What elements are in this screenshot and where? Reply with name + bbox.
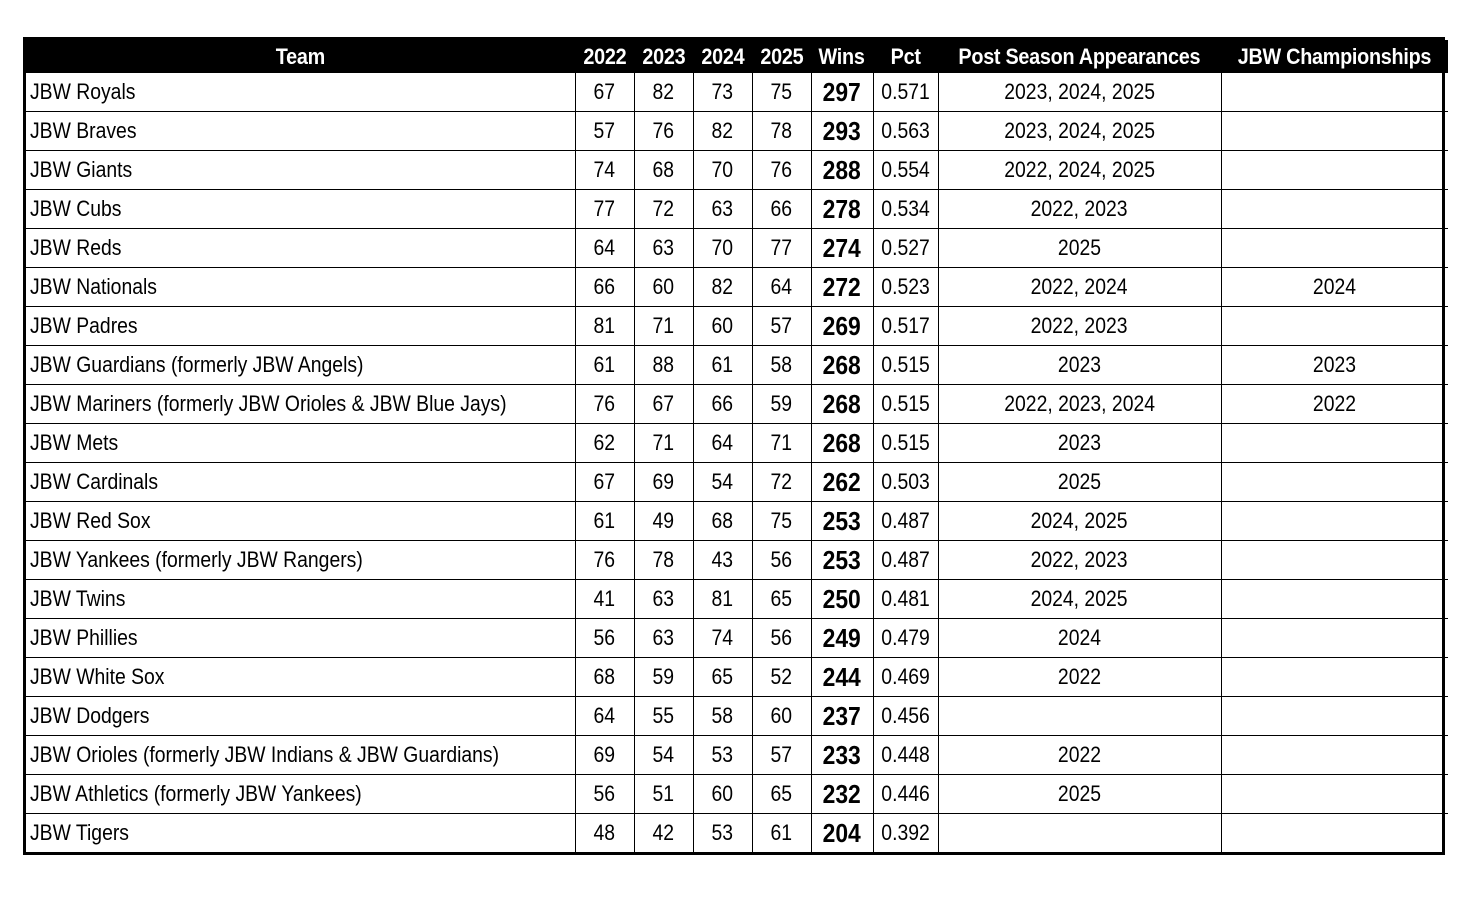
table-row: [26, 580, 1448, 619]
post-season-cell: 2024, 2025: [938, 502, 1221, 541]
wins-cell: 278: [811, 190, 873, 229]
post-season-cell: 2024: [938, 619, 1221, 658]
post-season-cell: 2022, 2023: [938, 190, 1221, 229]
season-2024-cell: 70: [693, 151, 752, 190]
season-2025-cell: 78: [752, 112, 811, 151]
championships-cell: [1221, 307, 1448, 346]
pct-cell: 0.517: [873, 307, 938, 346]
season-2024-cell: 65: [693, 658, 752, 697]
season-2022-cell: 62: [575, 424, 634, 463]
pct-cell: 0.487: [873, 541, 938, 580]
season-2024-cell: 53: [693, 736, 752, 775]
team-cell: JBW Cardinals: [26, 463, 575, 502]
pct-cell: 0.487: [873, 502, 938, 541]
season-2022-cell: 66: [575, 268, 634, 307]
post-season-cell: 2023: [938, 424, 1221, 463]
team-cell: JBW Padres: [26, 307, 575, 346]
pct-cell: 0.554: [873, 151, 938, 190]
season-2023-cell: 88: [634, 346, 693, 385]
table-row: [26, 502, 1448, 541]
wins-cell: 253: [811, 502, 873, 541]
season-2024-cell: 81: [693, 580, 752, 619]
season-2023-cell: 71: [634, 307, 693, 346]
table-row: [26, 619, 1448, 658]
season-2025-cell: 56: [752, 541, 811, 580]
season-2025-cell: 76: [752, 151, 811, 190]
season-2025-cell: 57: [752, 307, 811, 346]
pct-cell: 0.479: [873, 619, 938, 658]
header-pct: Pct: [873, 40, 938, 73]
season-2022-cell: 56: [575, 775, 634, 814]
team-cell: JBW Nationals: [26, 268, 575, 307]
team-cell: JBW White Sox: [26, 658, 575, 697]
season-2022-cell: 48: [575, 814, 634, 853]
season-2022-cell: 61: [575, 502, 634, 541]
season-2022-cell: 41: [575, 580, 634, 619]
post-season-cell: 2025: [938, 463, 1221, 502]
post-season-cell: 2023: [938, 346, 1221, 385]
team-cell: JBW Orioles (formerly JBW Indians & JBW Guardians): [26, 736, 575, 775]
season-2023-cell: 55: [634, 697, 693, 736]
season-2024-cell: 68: [693, 502, 752, 541]
season-2022-cell: 61: [575, 346, 634, 385]
season-2023-cell: 68: [634, 151, 693, 190]
championships-cell: [1221, 775, 1448, 814]
wins-cell: 288: [811, 151, 873, 190]
pct-cell: 0.392: [873, 814, 938, 853]
team-cell: JBW Royals: [26, 73, 575, 112]
season-2022-cell: 77: [575, 190, 634, 229]
team-cell: JBW Tigers: [26, 814, 575, 853]
season-2023-cell: 51: [634, 775, 693, 814]
season-2024-cell: 61: [693, 346, 752, 385]
season-2023-cell: 71: [634, 424, 693, 463]
table-row: [26, 775, 1448, 814]
header-2023: 2023: [634, 40, 693, 73]
season-2022-cell: 76: [575, 541, 634, 580]
post-season-cell: 2022, 2023: [938, 307, 1221, 346]
season-2025-cell: 75: [752, 73, 811, 112]
season-2022-cell: 64: [575, 697, 634, 736]
season-2022-cell: 67: [575, 73, 634, 112]
season-2025-cell: 77: [752, 229, 811, 268]
season-2023-cell: 63: [634, 619, 693, 658]
post-season-cell: [938, 697, 1221, 736]
post-season-cell: 2025: [938, 775, 1221, 814]
table-row: [26, 190, 1448, 229]
season-2025-cell: 61: [752, 814, 811, 853]
season-2023-cell: 69: [634, 463, 693, 502]
season-2024-cell: 58: [693, 697, 752, 736]
header-wins: Wins: [811, 40, 873, 73]
championships-cell: [1221, 580, 1448, 619]
header-2022: 2022: [575, 40, 634, 73]
post-season-cell: 2022, 2024, 2025: [938, 151, 1221, 190]
season-2025-cell: 56: [752, 619, 811, 658]
header-post-season: Post Season Appearances: [938, 40, 1221, 73]
pct-cell: 0.469: [873, 658, 938, 697]
team-cell: JBW Yankees (formerly JBW Rangers): [26, 541, 575, 580]
table-row: [26, 463, 1448, 502]
season-2025-cell: 58: [752, 346, 811, 385]
championships-cell: [1221, 151, 1448, 190]
table-row: [26, 736, 1448, 775]
wins-cell: 297: [811, 73, 873, 112]
team-cell: JBW Giants: [26, 151, 575, 190]
pct-cell: 0.515: [873, 346, 938, 385]
post-season-cell: 2023, 2024, 2025: [938, 112, 1221, 151]
season-2025-cell: 72: [752, 463, 811, 502]
header-2025: 2025: [752, 40, 811, 73]
season-2022-cell: 74: [575, 151, 634, 190]
table-row: [26, 814, 1448, 853]
post-season-cell: 2023, 2024, 2025: [938, 73, 1221, 112]
season-2022-cell: 76: [575, 385, 634, 424]
post-season-cell: 2022: [938, 736, 1221, 775]
wins-cell: 293: [811, 112, 873, 151]
header-championships: JBW Championships: [1221, 40, 1448, 73]
season-2023-cell: 78: [634, 541, 693, 580]
season-2023-cell: 59: [634, 658, 693, 697]
championships-cell: [1221, 736, 1448, 775]
team-cell: JBW Athletics (formerly JBW Yankees): [26, 775, 575, 814]
pct-cell: 0.446: [873, 775, 938, 814]
post-season-cell: 2024, 2025: [938, 580, 1221, 619]
championships-cell: [1221, 541, 1448, 580]
header-row: [26, 40, 1448, 73]
table-row: [26, 697, 1448, 736]
season-2022-cell: 68: [575, 658, 634, 697]
pct-cell: 0.515: [873, 385, 938, 424]
season-2023-cell: 63: [634, 580, 693, 619]
pct-cell: 0.563: [873, 112, 938, 151]
championships-cell: [1221, 112, 1448, 151]
season-2023-cell: 82: [634, 73, 693, 112]
post-season-cell: 2025: [938, 229, 1221, 268]
season-2024-cell: 73: [693, 73, 752, 112]
table-row: [26, 229, 1448, 268]
championships-cell: 2022: [1221, 385, 1448, 424]
header-2024: 2024: [693, 40, 752, 73]
pct-cell: 0.523: [873, 268, 938, 307]
table-row: [26, 268, 1448, 307]
season-2024-cell: 60: [693, 775, 752, 814]
season-2023-cell: 60: [634, 268, 693, 307]
championships-cell: 2023: [1221, 346, 1448, 385]
season-2024-cell: 64: [693, 424, 752, 463]
season-2024-cell: 63: [693, 190, 752, 229]
wins-cell: 249: [811, 619, 873, 658]
season-2023-cell: 76: [634, 112, 693, 151]
season-2025-cell: 71: [752, 424, 811, 463]
championships-cell: [1221, 424, 1448, 463]
season-2024-cell: 66: [693, 385, 752, 424]
championships-cell: [1221, 658, 1448, 697]
championships-cell: [1221, 814, 1448, 853]
post-season-cell: 2022, 2023, 2024: [938, 385, 1221, 424]
table-row: [26, 112, 1448, 151]
season-2023-cell: 63: [634, 229, 693, 268]
pct-cell: 0.571: [873, 73, 938, 112]
season-2025-cell: 60: [752, 697, 811, 736]
wins-cell: 253: [811, 541, 873, 580]
season-2023-cell: 67: [634, 385, 693, 424]
table-row: [26, 307, 1448, 346]
season-2023-cell: 72: [634, 190, 693, 229]
table-row: [26, 541, 1448, 580]
wins-cell: 268: [811, 385, 873, 424]
championships-cell: [1221, 73, 1448, 112]
season-2024-cell: 53: [693, 814, 752, 853]
table-row: [26, 658, 1448, 697]
season-2024-cell: 43: [693, 541, 752, 580]
wins-cell: 244: [811, 658, 873, 697]
championships-cell: [1221, 229, 1448, 268]
season-2024-cell: 60: [693, 307, 752, 346]
header-team: Team: [26, 40, 575, 73]
post-season-cell: [938, 814, 1221, 853]
team-cell: JBW Braves: [26, 112, 575, 151]
table-row: [26, 424, 1448, 463]
table-row: [26, 73, 1448, 112]
team-cell: JBW Reds: [26, 229, 575, 268]
team-cell: JBW Dodgers: [26, 697, 575, 736]
season-2024-cell: 54: [693, 463, 752, 502]
wins-cell: 237: [811, 697, 873, 736]
wins-cell: 232: [811, 775, 873, 814]
championships-cell: [1221, 619, 1448, 658]
team-cell: JBW Mariners (formerly JBW Orioles & JBW Blue Jays): [26, 385, 575, 424]
season-2023-cell: 42: [634, 814, 693, 853]
championships-cell: [1221, 697, 1448, 736]
post-season-cell: 2022, 2024: [938, 268, 1221, 307]
season-2024-cell: 82: [693, 112, 752, 151]
season-2023-cell: 49: [634, 502, 693, 541]
pct-cell: 0.448: [873, 736, 938, 775]
team-cell: JBW Red Sox: [26, 502, 575, 541]
season-2025-cell: 65: [752, 580, 811, 619]
pct-cell: 0.534: [873, 190, 938, 229]
season-2025-cell: 64: [752, 268, 811, 307]
season-2022-cell: 67: [575, 463, 634, 502]
season-2025-cell: 57: [752, 736, 811, 775]
post-season-cell: 2022: [938, 658, 1221, 697]
season-2022-cell: 81: [575, 307, 634, 346]
table-row: [26, 385, 1448, 424]
team-cell: JBW Phillies: [26, 619, 575, 658]
standings-table-frame: [23, 37, 1445, 855]
wins-cell: 268: [811, 424, 873, 463]
season-2025-cell: 52: [752, 658, 811, 697]
season-2025-cell: 75: [752, 502, 811, 541]
pct-cell: 0.456: [873, 697, 938, 736]
post-season-cell: 2022, 2023: [938, 541, 1221, 580]
season-2022-cell: 64: [575, 229, 634, 268]
season-2024-cell: 70: [693, 229, 752, 268]
standings-table: [26, 40, 1448, 852]
championships-cell: [1221, 463, 1448, 502]
wins-cell: 233: [811, 736, 873, 775]
championships-cell: 2024: [1221, 268, 1448, 307]
season-2025-cell: 59: [752, 385, 811, 424]
wins-cell: 262: [811, 463, 873, 502]
season-2022-cell: 69: [575, 736, 634, 775]
pct-cell: 0.515: [873, 424, 938, 463]
season-2025-cell: 66: [752, 190, 811, 229]
championships-cell: [1221, 502, 1448, 541]
wins-cell: 272: [811, 268, 873, 307]
team-cell: JBW Cubs: [26, 190, 575, 229]
wins-cell: 274: [811, 229, 873, 268]
wins-cell: 250: [811, 580, 873, 619]
season-2022-cell: 57: [575, 112, 634, 151]
championships-cell: [1221, 190, 1448, 229]
season-2022-cell: 56: [575, 619, 634, 658]
pct-cell: 0.527: [873, 229, 938, 268]
team-cell: JBW Twins: [26, 580, 575, 619]
wins-cell: 204: [811, 814, 873, 853]
pct-cell: 0.481: [873, 580, 938, 619]
wins-cell: 269: [811, 307, 873, 346]
table-body: [26, 73, 1448, 852]
table-row: [26, 346, 1448, 385]
season-2024-cell: 74: [693, 619, 752, 658]
wins-cell: 268: [811, 346, 873, 385]
team-cell: JBW Guardians (formerly JBW Angels): [26, 346, 575, 385]
season-2025-cell: 65: [752, 775, 811, 814]
pct-cell: 0.503: [873, 463, 938, 502]
season-2024-cell: 82: [693, 268, 752, 307]
table-row: [26, 151, 1448, 190]
season-2023-cell: 54: [634, 736, 693, 775]
team-cell: JBW Mets: [26, 424, 575, 463]
